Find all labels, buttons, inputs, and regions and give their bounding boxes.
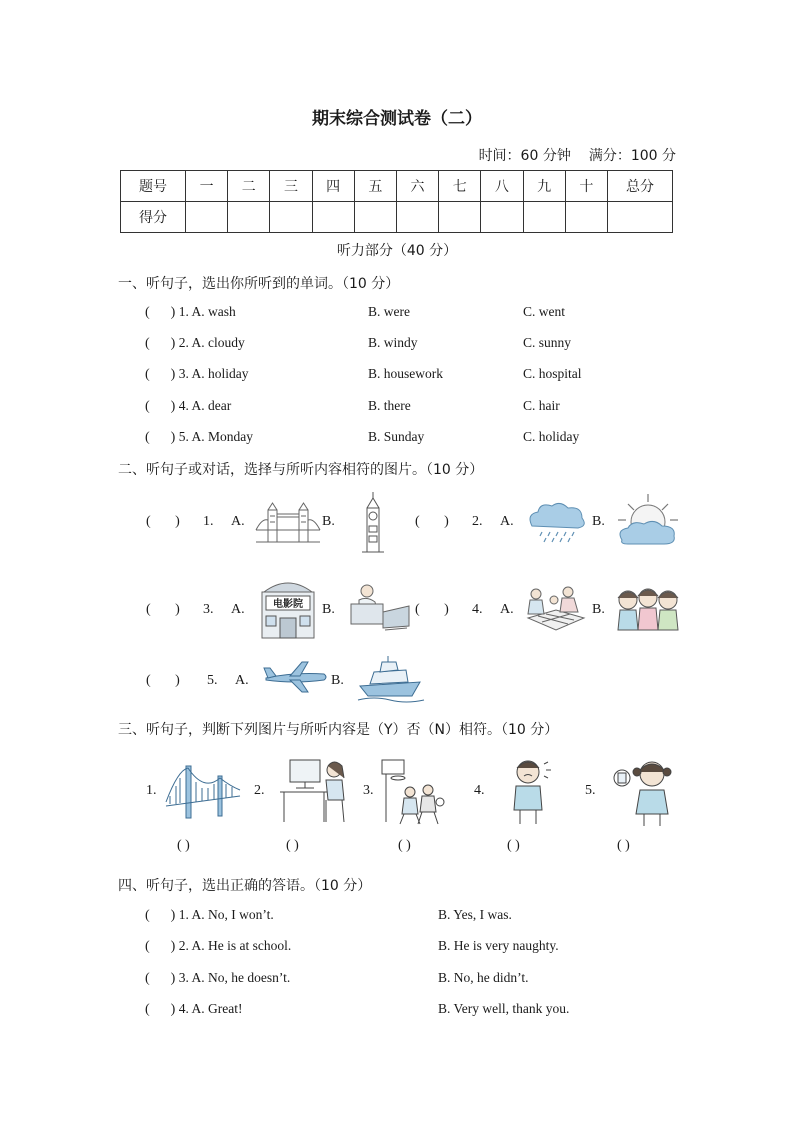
time-limit: 时间：60 分钟 <box>478 148 571 164</box>
option-c: C. sunny <box>523 335 572 350</box>
answer-bracket[interactable]: ( ) <box>145 305 176 320</box>
question-number: 1. <box>146 783 157 798</box>
answer-bracket[interactable]: ( ) <box>146 602 180 617</box>
option-a-label: A. <box>231 514 245 529</box>
section4-heading: 四、听句子，选出正确的答语。（10 分） <box>118 878 372 894</box>
answer-bracket[interactable]: ( ) <box>145 908 176 923</box>
option-b: B. housework <box>368 366 443 381</box>
score-table-score-row <box>121 202 673 233</box>
option-b-label: B. <box>322 602 335 617</box>
answer-bracket[interactable]: ( ) <box>145 336 176 351</box>
header-cell: 六 <box>396 171 438 202</box>
answer-bracket[interactable]: ( ) <box>145 399 176 414</box>
list-item: ( ) 3. A. holiday <box>145 366 249 382</box>
header-cell: 三 <box>270 171 312 202</box>
score-table <box>120 170 673 233</box>
list-item: ( ) 2. A. cloudy <box>145 335 245 351</box>
question-number: 1. <box>203 514 214 529</box>
score-cell[interactable] <box>608 202 673 233</box>
computer-girl-icon <box>278 756 348 826</box>
sun-cloud-icon <box>614 494 680 548</box>
ship-icon <box>358 656 424 704</box>
list-item: ( ) 4. A. dear <box>145 398 232 414</box>
option-b: B. Sunday <box>368 429 425 444</box>
header-cell: 八 <box>481 171 523 202</box>
option-b: B. No, he didn’t. <box>438 970 529 985</box>
answer-bracket[interactable]: ( ) <box>145 367 176 382</box>
list-item: ( ) 3. A. No, he doesn’t. <box>145 970 291 986</box>
sick-boy-icon <box>506 756 556 828</box>
suspension-bridge-icon <box>166 762 240 822</box>
answer-bracket[interactable]: ( ) <box>145 971 176 986</box>
header-cell: 一 <box>186 171 228 202</box>
option-c: C. hair <box>523 398 560 413</box>
option-c: C. hospital <box>523 366 582 381</box>
option-a-label: A. <box>235 673 249 688</box>
answer-bracket[interactable]: ( ) <box>146 673 180 688</box>
answer-bracket[interactable]: ( ) <box>415 602 449 617</box>
tower-bridge-icon <box>256 500 320 544</box>
option-b: B. Yes, I was. <box>438 907 512 922</box>
answer-bracket[interactable]: ( ) <box>286 838 299 853</box>
score-cell[interactable] <box>565 202 607 233</box>
listening-title: 听力部分（40 分） <box>336 243 458 259</box>
score-cell[interactable] <box>270 202 312 233</box>
answer-bracket[interactable]: ( ) <box>507 838 520 853</box>
option-b: B. He is very naughty. <box>438 938 559 953</box>
option-b-label: B. <box>322 514 335 529</box>
score-table-header-row <box>121 171 673 202</box>
option-a-label: A. <box>500 602 514 617</box>
page-title: 期末综合测试卷（二） <box>312 109 482 129</box>
score-cell[interactable] <box>439 202 481 233</box>
option-b-label: B. <box>592 514 605 529</box>
answer-bracket[interactable]: ( ) <box>146 514 180 529</box>
rain-cloud-icon <box>526 500 588 544</box>
score-cell[interactable] <box>228 202 270 233</box>
watching-tv-icon <box>345 582 411 632</box>
list-item: ( ) 4. A. Great! <box>145 1001 243 1017</box>
cinema-icon <box>258 578 318 640</box>
list-item: ( ) 1. A. wash <box>145 304 236 320</box>
score-cell[interactable] <box>186 202 228 233</box>
header-cell: 七 <box>439 171 481 202</box>
question-number: 2. <box>254 783 265 798</box>
clock-tower-icon <box>358 492 388 554</box>
answer-bracket[interactable]: ( ) <box>145 939 176 954</box>
question-number: 3. <box>363 783 374 798</box>
header-cell: 五 <box>354 171 396 202</box>
option-b-label: B. <box>331 673 344 688</box>
option-b-label: B. <box>592 602 605 617</box>
question-number: 3. <box>203 602 214 617</box>
exam-meta <box>479 145 676 165</box>
score-cell[interactable] <box>312 202 354 233</box>
option-b: B. windy <box>368 335 418 350</box>
answer-bracket[interactable]: ( ) <box>145 1002 176 1017</box>
option-a-label: A. <box>231 602 245 617</box>
section3-heading: 三、听句子，判断下列图片与所听内容是（Y）否（N）相符。（10 分） <box>118 722 559 738</box>
airplane-icon <box>262 660 328 694</box>
question-number: 5. <box>585 783 596 798</box>
option-a-label: A. <box>500 514 514 529</box>
list-item: ( ) 1. A. No, I won’t. <box>145 907 274 923</box>
header-cell: 九 <box>523 171 565 202</box>
header-cell: 题号 <box>121 171 186 202</box>
section2-heading: 二、听句子或对话，选择与所听内容相符的图片。（10 分） <box>118 462 484 478</box>
answer-bracket[interactable]: ( ) <box>415 514 449 529</box>
option-c: C. holiday <box>523 429 580 444</box>
option-c: C. went <box>523 304 565 319</box>
question-number: 4. <box>472 602 483 617</box>
cinema-sign: 电影院 <box>273 599 303 610</box>
girls-group-icon <box>614 586 680 632</box>
basketball-icon <box>380 756 444 826</box>
section1-heading: 一、听句子，选出你所听到的单词。（10 分） <box>118 276 400 292</box>
header-cell: 四 <box>312 171 354 202</box>
thirsty-girl-icon <box>608 756 680 828</box>
answer-bracket[interactable]: ( ) <box>398 838 411 853</box>
score-cell[interactable] <box>354 202 396 233</box>
header-cell: 二 <box>228 171 270 202</box>
question-number: 5. <box>207 673 218 688</box>
option-b: B. Very well, thank you. <box>438 1001 570 1016</box>
score-cell[interactable] <box>523 202 565 233</box>
full-score: 满分：100 分 <box>588 148 676 164</box>
question-number: 4. <box>474 783 485 798</box>
option-b: B. there <box>368 398 411 413</box>
option-b: B. were <box>368 304 410 319</box>
picnic-icon <box>522 584 588 632</box>
list-item: ( ) 5. A. Monday <box>145 429 253 445</box>
answer-bracket[interactable]: ( ) <box>177 838 190 853</box>
answer-bracket[interactable]: ( ) <box>617 838 630 853</box>
question-number: 2. <box>472 514 483 529</box>
row-label: 得分 <box>121 202 186 233</box>
list-item: ( ) 2. A. He is at school. <box>145 938 292 954</box>
score-cell[interactable] <box>396 202 438 233</box>
score-cell[interactable] <box>481 202 523 233</box>
header-cell: 总分 <box>608 171 673 202</box>
answer-bracket[interactable]: ( ) <box>145 430 176 445</box>
header-cell: 十 <box>565 171 607 202</box>
